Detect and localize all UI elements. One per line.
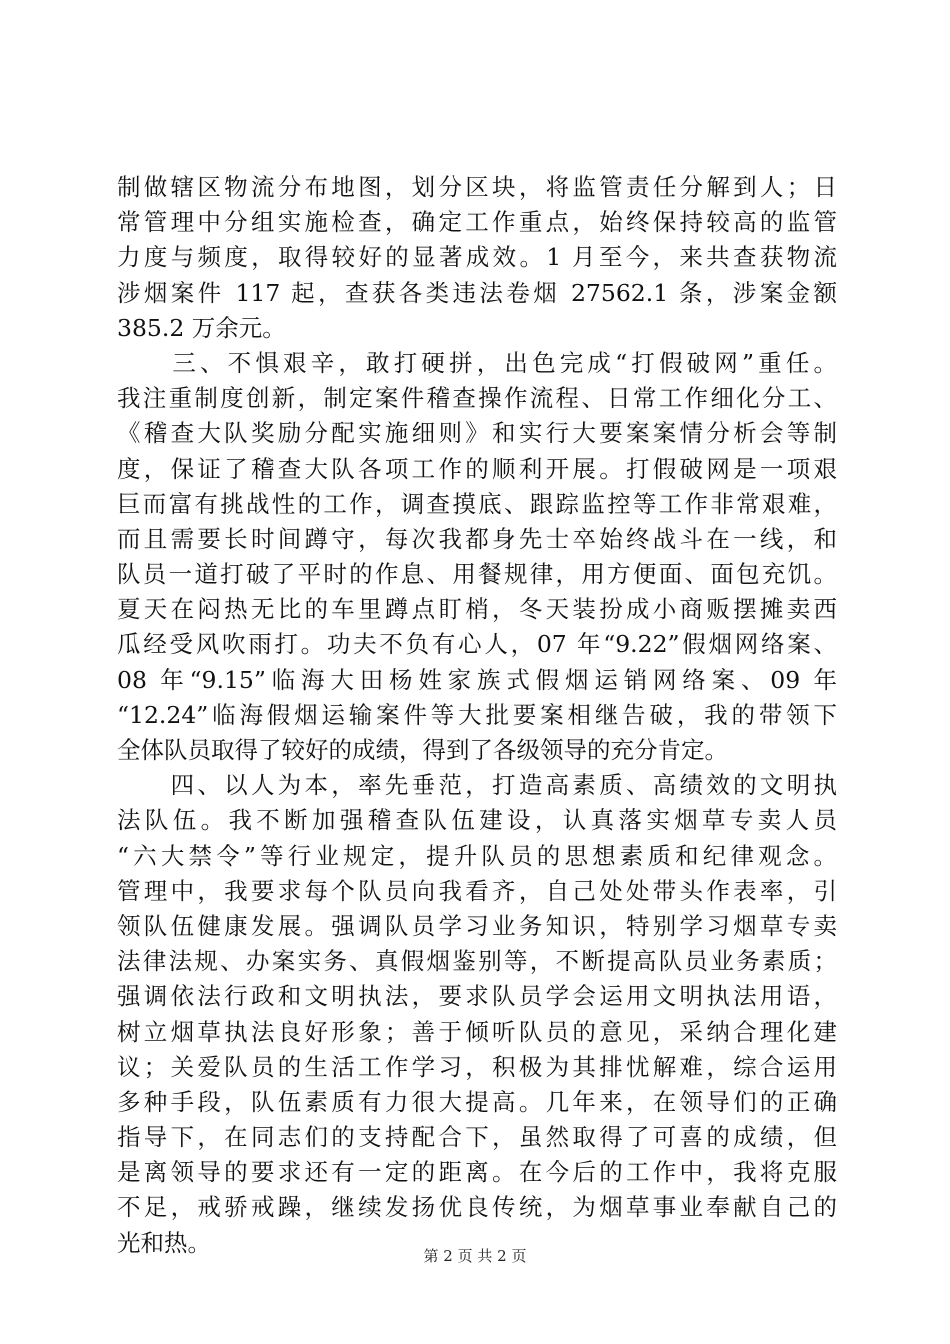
text-line: 瓜经受风吹雨打。功夫不负有心人，07 年“9.22”假烟网络案、: [117, 630, 837, 659]
text-line: “12.24”临海假烟运输案件等大批要案相继告破，我的带领下: [117, 700, 837, 729]
text-line: 法律法规、办案实务、真假烟鉴别等，不断提高队员业务素质；: [117, 947, 837, 976]
text-line: 常管理中分组实施检查，确定工作重点，始终保持较高的监管: [117, 208, 837, 237]
text-line: 树立烟草执法良好形象；善于倾听队员的意见，采纳合理化建: [117, 1017, 837, 1046]
text-line: 《稽查大队奖励分配实施细则》和实行大要案案情分析会等制: [117, 419, 837, 448]
text-line: 强调依法行政和文明执法，要求队员学会运用文明执法用语，: [117, 982, 837, 1011]
text-line: 夏天在闷热无比的车里蹲点盯梢，冬天装扮成小商贩摆摊卖西: [117, 595, 837, 624]
text-line: 385.2 万余元。: [117, 313, 286, 342]
text-line: 四、以人为本，率先垂范，打造高素质、高绩效的文明执: [117, 771, 837, 800]
text-line: 巨而富有挑战性的工作，调查摸底、跟踪监控等工作非常艰难，: [117, 489, 837, 518]
text-line: “六大禁令”等行业规定，提升队员的思想素质和纪律观念。: [117, 841, 837, 870]
text-line: 涉烟案件 117 起，查获各类违法卷烟 27562.1 条，涉案金额: [117, 278, 837, 307]
text-line: 队员一道打破了平时的作息、用餐规律，用方便面、面包充饥。: [117, 560, 837, 589]
text-line: 不足，戒骄戒躁，继续发扬优良传统，为烟草事业奉献自己的: [117, 1193, 837, 1222]
text-line: 力度与频度，取得较好的显著成效。1 月至今，来共查获物流: [117, 243, 837, 272]
text-line: 而且需要长时间蹲守，每次我都身先士卒始终战斗在一线，和: [117, 524, 837, 553]
text-line: 议；关爱队员的生活工作学习，积极为其排忧解难，综合运用: [117, 1052, 837, 1081]
text-line: 管理中，我要求每个队员向我看齐，自己处处带头作表率，引: [117, 876, 837, 905]
text-line: 是离领导的要求还有一定的距离。在今后的工作中，我将克服: [117, 1158, 837, 1187]
body-text: [117, 170, 837, 1261]
text-line: 多种手段，队伍素质有力很大提高。几年来，在领导们的正确: [117, 1087, 837, 1116]
text-line: 制做辖区物流分布地图，划分区块，将监管责任分解到人；日: [117, 173, 837, 201]
text-line: 全体队员取得了较好的成绩，得到了各级领导的充分肯定。: [117, 736, 728, 764]
text-line: 光和热。: [117, 1228, 211, 1257]
text-line: 我注重制度创新，制定案件稽查操作流程、日常工作细化分工、: [117, 384, 837, 413]
text-line: 指导下，在同志们的支持配合下，虽然取得了可喜的成绩，但: [117, 1123, 837, 1152]
text-line: 08 年“9.15”临海大田杨姓家族式假烟运销网络案、09 年: [117, 665, 837, 694]
text-line: 度，保证了稽查大队各项工作的顺利开展。打假破网是一项艰: [117, 454, 837, 483]
text-line: 领队伍健康发展。强调队员学习业务知识，特别学习烟草专卖: [117, 911, 837, 940]
page-number-label: 第 2 页 共 2 页: [423, 1247, 527, 1265]
text-line: 法队伍。我不断加强稽查队伍建设，认真落实烟草专卖人员: [117, 806, 837, 835]
page-footer: [0, 1246, 950, 1266]
text-line: 三、不惧艰辛，敢打硬拼，出色完成“打假破网”重任。: [117, 348, 837, 377]
